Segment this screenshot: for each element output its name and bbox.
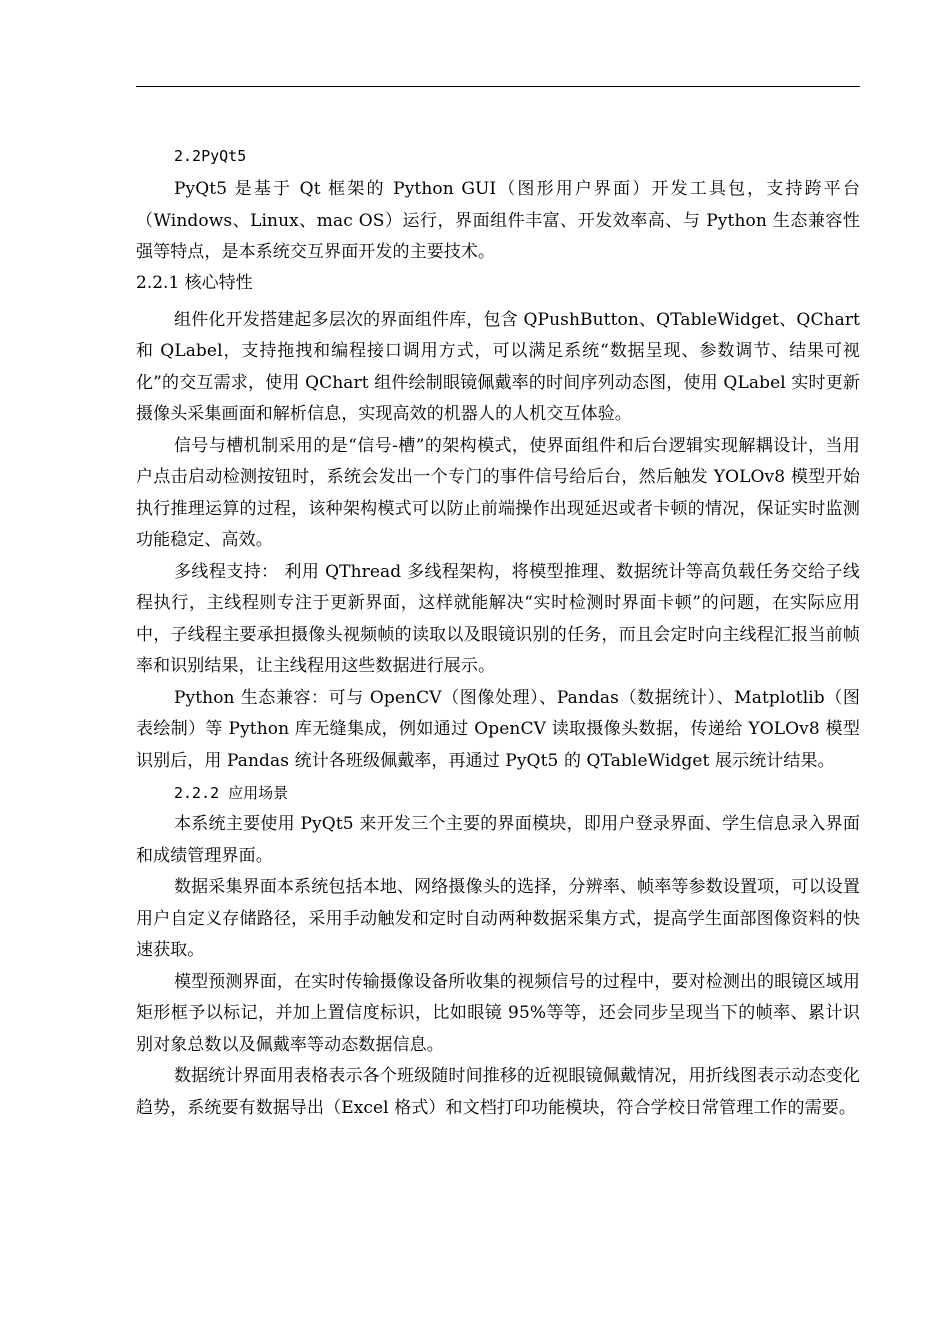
header-rule bbox=[136, 86, 860, 87]
paragraph-signal-slot: 信号与槽机制采用的是“信号-槽”的架构模式，使界面组件和后台逻辑实现解耦设计，当用户点击启动检测按钮时，系统会发出一个专门的事件信号给后台，然后触发 YOLOv8 模型开始执行推理运算的过程，该种架构模式可以防止前端操作出现延迟或者卡顿的情况，保证实时监测功能稳定、高效。 bbox=[136, 435, 860, 550]
section-heading: 2.2PyQt5 bbox=[174, 147, 247, 165]
paragraph-componentized-dev: 组件化开发搭建起多层次的界面组件库，包含 QPushButton、QTableWidget、QChart 和 QLabel，支持拖拽和编程接口调用方式，可以满足系统“数据呈现、参数调节、结果可视化”的交互需求，使用 QChart 组件绘制眼镜佩戴率的时间序列动态图，使用 QLabel 实时更新摄像头采集画面和解析信息，实现高效的机器人的人机交互体验。 bbox=[136, 309, 860, 424]
intro-paragraph: PyQt5 是基于 Qt 框架的 Python GUI（图形用户界面）开发工具包，支持跨平台（Windows、Linux、mac OS）运行，界面组件丰富、开发效率高、与 Python 生态兼容性强等特点，是本系统交互界面开发的主要技术。 bbox=[136, 179, 860, 262]
paragraph-model-prediction-ui: 模型预测界面，在实时传输摄像设备所收集的视频信号的过程中，要对检测出的眼镜区域用矩形框予以标记，并加上置信度标识，比如眼镜 95%等等，还会同步呈现当下的帧率、累计识别对象总数以及佩戴率等动态数据信息。 bbox=[136, 971, 860, 1055]
paragraph-statistics-ui: 数据统计界面用表格表示各个班级随时间推移的近视眼镜佩戴情况，用折线图表示动态变化趋势，系统要有数据导出（Excel 格式）和文档打印功能模块，符合学校日常管理工作的需要。 bbox=[136, 1066, 860, 1118]
subsection-heading-core-features: 2.2.1 核心特性 bbox=[136, 272, 253, 293]
document-page bbox=[136, 140, 860, 1124]
paragraph-modules-overview: 本系统主要使用 PyQt5 来开发三个主要的界面模块，即用户登录界面、学生信息录入界面和成绩管理界面。 bbox=[136, 814, 860, 866]
paragraph-multithreading: 多线程支持： 利用 QThread 多线程架构，将模型推理、数据统计等高负载任务交给子线程执行，主线程则专注于更新界面，这样就能解决“实时检测时界面卡顿”的问题，在实际应用中，子线程主要承担摄像头视频帧的读取以及眼镜识别的任务，而且会定时向主线程汇报当前帧率和识别结果，让主线程用这些数据进行展示。 bbox=[136, 561, 860, 676]
paragraph-data-collection-ui: 数据采集界面本系统包括本地、网络摄像头的选择，分辨率、帧率等参数设置项，可以设置用户自定义存储路径，采用手动触发和定时自动两种数据采集方式，提高学生面部图像资料的快速获取。 bbox=[136, 877, 860, 960]
paragraph-python-ecosystem: Python 生态兼容：可与 OpenCV（图像处理）、Pandas（数据统计）、Matplotlib（图表绘制）等 Python 库无缝集成，例如通过 OpenCV 读取摄像头数据，传递给 YOLOv8 模型识别后，用 Pandas 统计各班级佩戴率，再通过 PyQt5 的 QTableWidget 展示统计结果。 bbox=[136, 687, 860, 771]
subsection-heading-use-cases: 2.2.2 应用场景 bbox=[174, 784, 289, 802]
